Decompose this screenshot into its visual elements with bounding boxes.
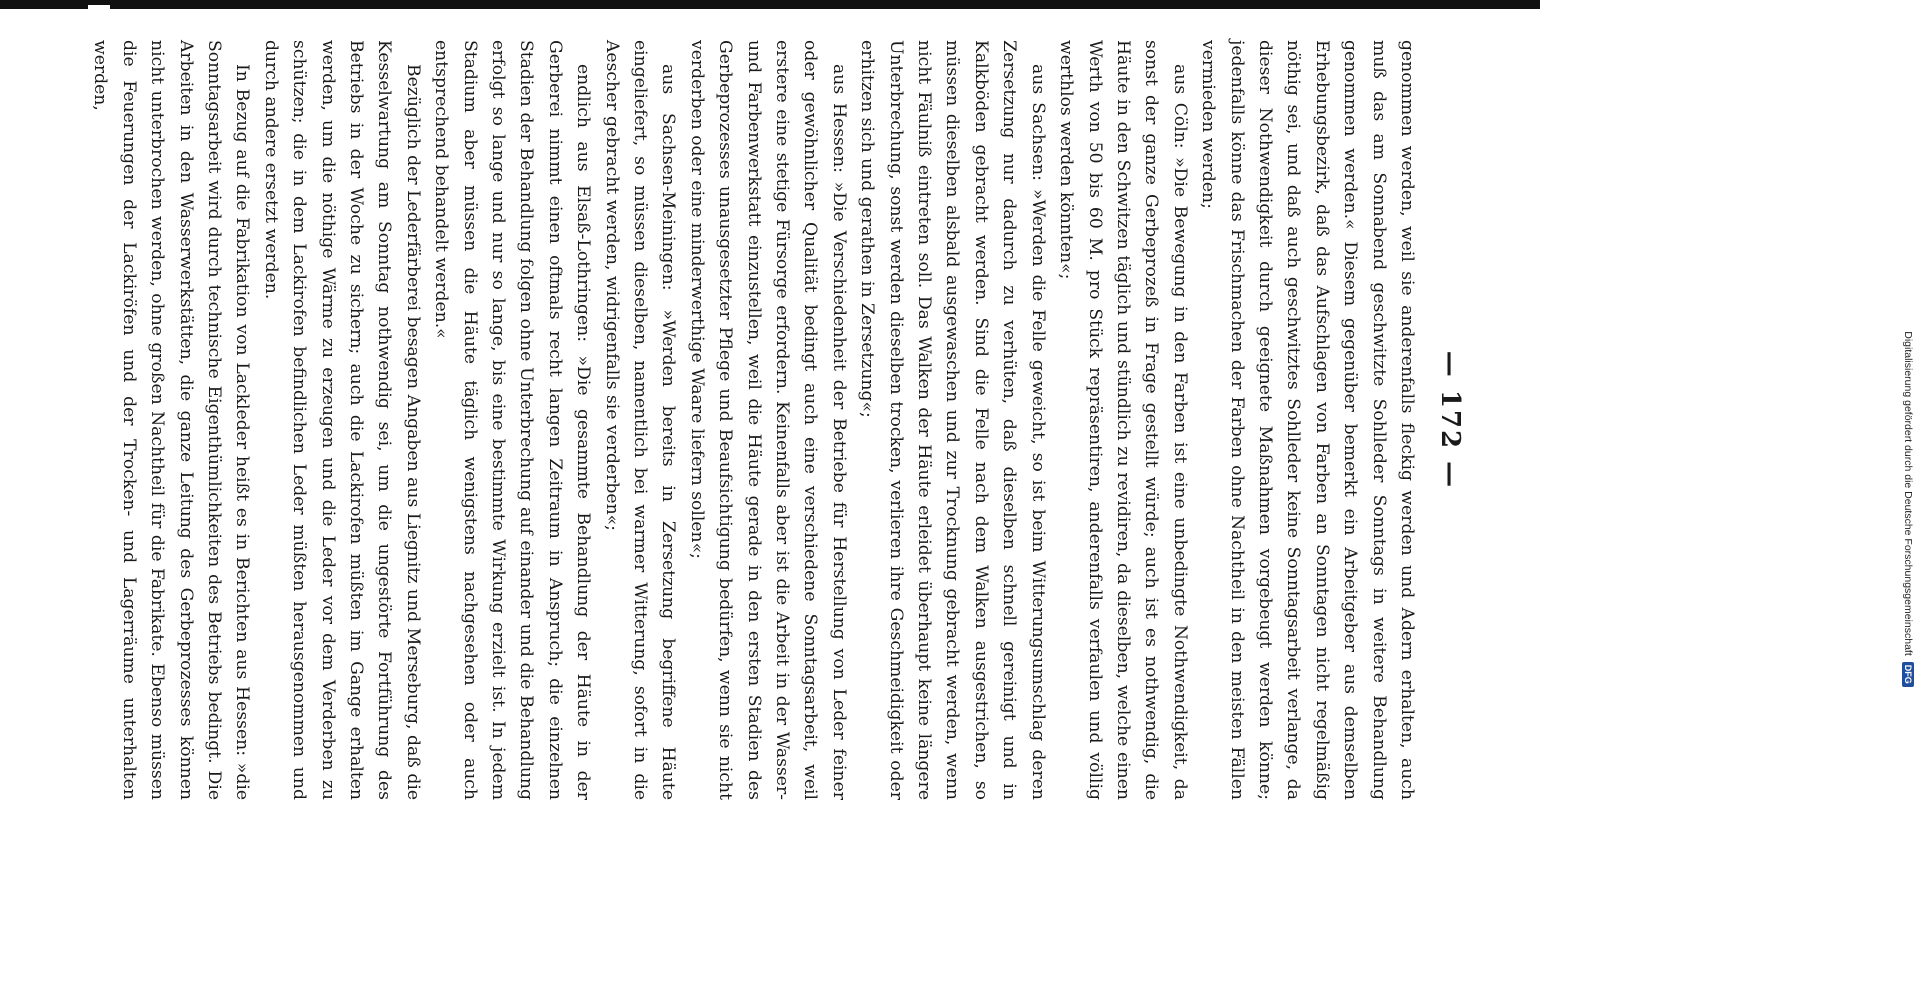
digitization-credit-text: Digitalisierung gefördert durch die Deutsche Forschungsgemeinschaft: [1902, 331, 1914, 656]
dfg-logo-icon: DFG: [1902, 662, 1914, 687]
paragraph: aus Hessen: »Die Verschiedenheit der Betriebe für Herstellung von Leder feiner oder gewöhnlicher Qualität bedingt auch eine verschiedene Sonntagsarbeit, weil erstere eine stetige Fürsorge erfordern. Keinenfalls aber ist die Arbeit in der Wasser- und Farbenwerkstatt einzustellen, weil die Häute gerade in den ersten Stadien des Gerbeprozesses unausgesetzter Pflege und Beaufsichtigung bedürfen, wenn sie nicht verderben oder eine minderwerthige Waare liefern sollen«;: [686, 40, 849, 800]
paragraph: In Bezug auf die Fabrikation von Lackleder heißt es in Berichten aus Hessen: »die Sonntagsarbeit wird durch technische Eigenthümlichkeiten des Betriebs bedingt. Die Arbeiten in den Wasserwerkstätten, die ganze Leitung des Gerbeprozesses können nicht unterbrochen werden, ohne großen Nachtheil für die Fabrikate. Ebenso müssen die Feuerungen der Lackiröfen und der Trocken- und Lagerräume unterhalten werden,: [90, 40, 253, 800]
paragraph: aus Sachsen: »Werden die Felle geweicht, so ist beim Witterungsumschlag deren Zersetzung nur dadurch zu verhüten, daß dieselben schnell gereinigt und in Kalkböden gebracht werden. Sind die Felle nach dem Walken ausgestrichen, so müssen dieselben alsbald ausgewaschen und zur Trocknung gebracht werden, wenn nicht Fäulniß eintreten soll. Das Walken der Häute erleidet überhaupt keine längere Unterbrechung, sonst werden dieselben trocken, verlieren ihre Geschmeidigkeit oder erhitzen sich und gerathen in Zersetzung«;: [857, 40, 1048, 800]
page-number: — 172 —: [1435, 350, 1465, 490]
paragraph: aus Cöln: »Die Bewegung in den Farben ist eine unbedingte Nothwendigkeit, da sonst der ganze Gerbeprozeß in Frage gestellt würde; auch ist es nothwendig, die Häute in den Schwitzen täglich und stündlich zu revidiren, da dieselben, welche einen Werth von 50 bis 60 M. pro Stück repräsentiren, anderenfalls verfaulen und völlig werthlos werden könnten«;: [1056, 40, 1190, 800]
paragraph: Bezüglich der Lederfärberei besagen Angaben aus Liegnitz und Merseburg, daß die Kesselwartung am Sonntag nothwendig sei, um die ungestörte Fortführung des Betriebs in der Woche zu sichern; auch die Lackirofen müßten im Gange erhalten werden, um die nöthige Wärme zu erzeugen und die Leder vor dem Verderben zu schützen; die in dem Lackirofen befindlichen Leder müßten herausgenommen und durch andere ersetzt werden.: [260, 40, 423, 800]
paragraph: genommen werden, weil sie anderenfalls fleckig werden und Adern erhalten, auch muß das am Sonnabend geschwitzte Sohlleder Sonntags in weitere Behandlung genommen werden.« Diesem gegenüber bemerkt ein Arbeitgeber aus demselben Erhebungsbezirk, daß das Aufschlagen von Farben an Sonntagen nicht regelmäßig nöthig sei, und daß auch geschwitztes Sohlleder keine Sonntagsarbeit verlange, da dieser Nothwendigkeit durch geeignete Maßnahmen vorgebeugt werden könne; jedenfalls könne das Frischmachen der Farben ohne Nachtheil in den meisten Fällen vermieden werden;: [1198, 40, 1417, 800]
paragraph: aus Sachsen-Meiningen: »Werden bereits in Zersetzung begriffene Häute eingeliefert, so müssen dieselben, namentlich bei warmer Witterung, sofort in die Aescher gebracht werden, widrigenfalls sie verderben«;: [601, 40, 679, 800]
digitization-credit: [1897, 19, 1919, 999]
paragraph: endlich aus Elsaß-Lothringen: »Die gesammte Behandlung der Häute in der Gerberei nimmt einen oftmals recht langen Zeitraum in Anspruch; die einzelnen Stadien der Behandlung folgen ohne Unterbrechung auf einander und die Behandlung erfolgt so lange und nur so lange, bis eine bestimmte Wirkung erzielt ist. In jedem Stadium aber müssen die Häute täglich wenigstens nachgesehen oder auch entsprechend behandelt werden.«: [431, 40, 594, 800]
page-text-block: [85, 40, 1465, 800]
